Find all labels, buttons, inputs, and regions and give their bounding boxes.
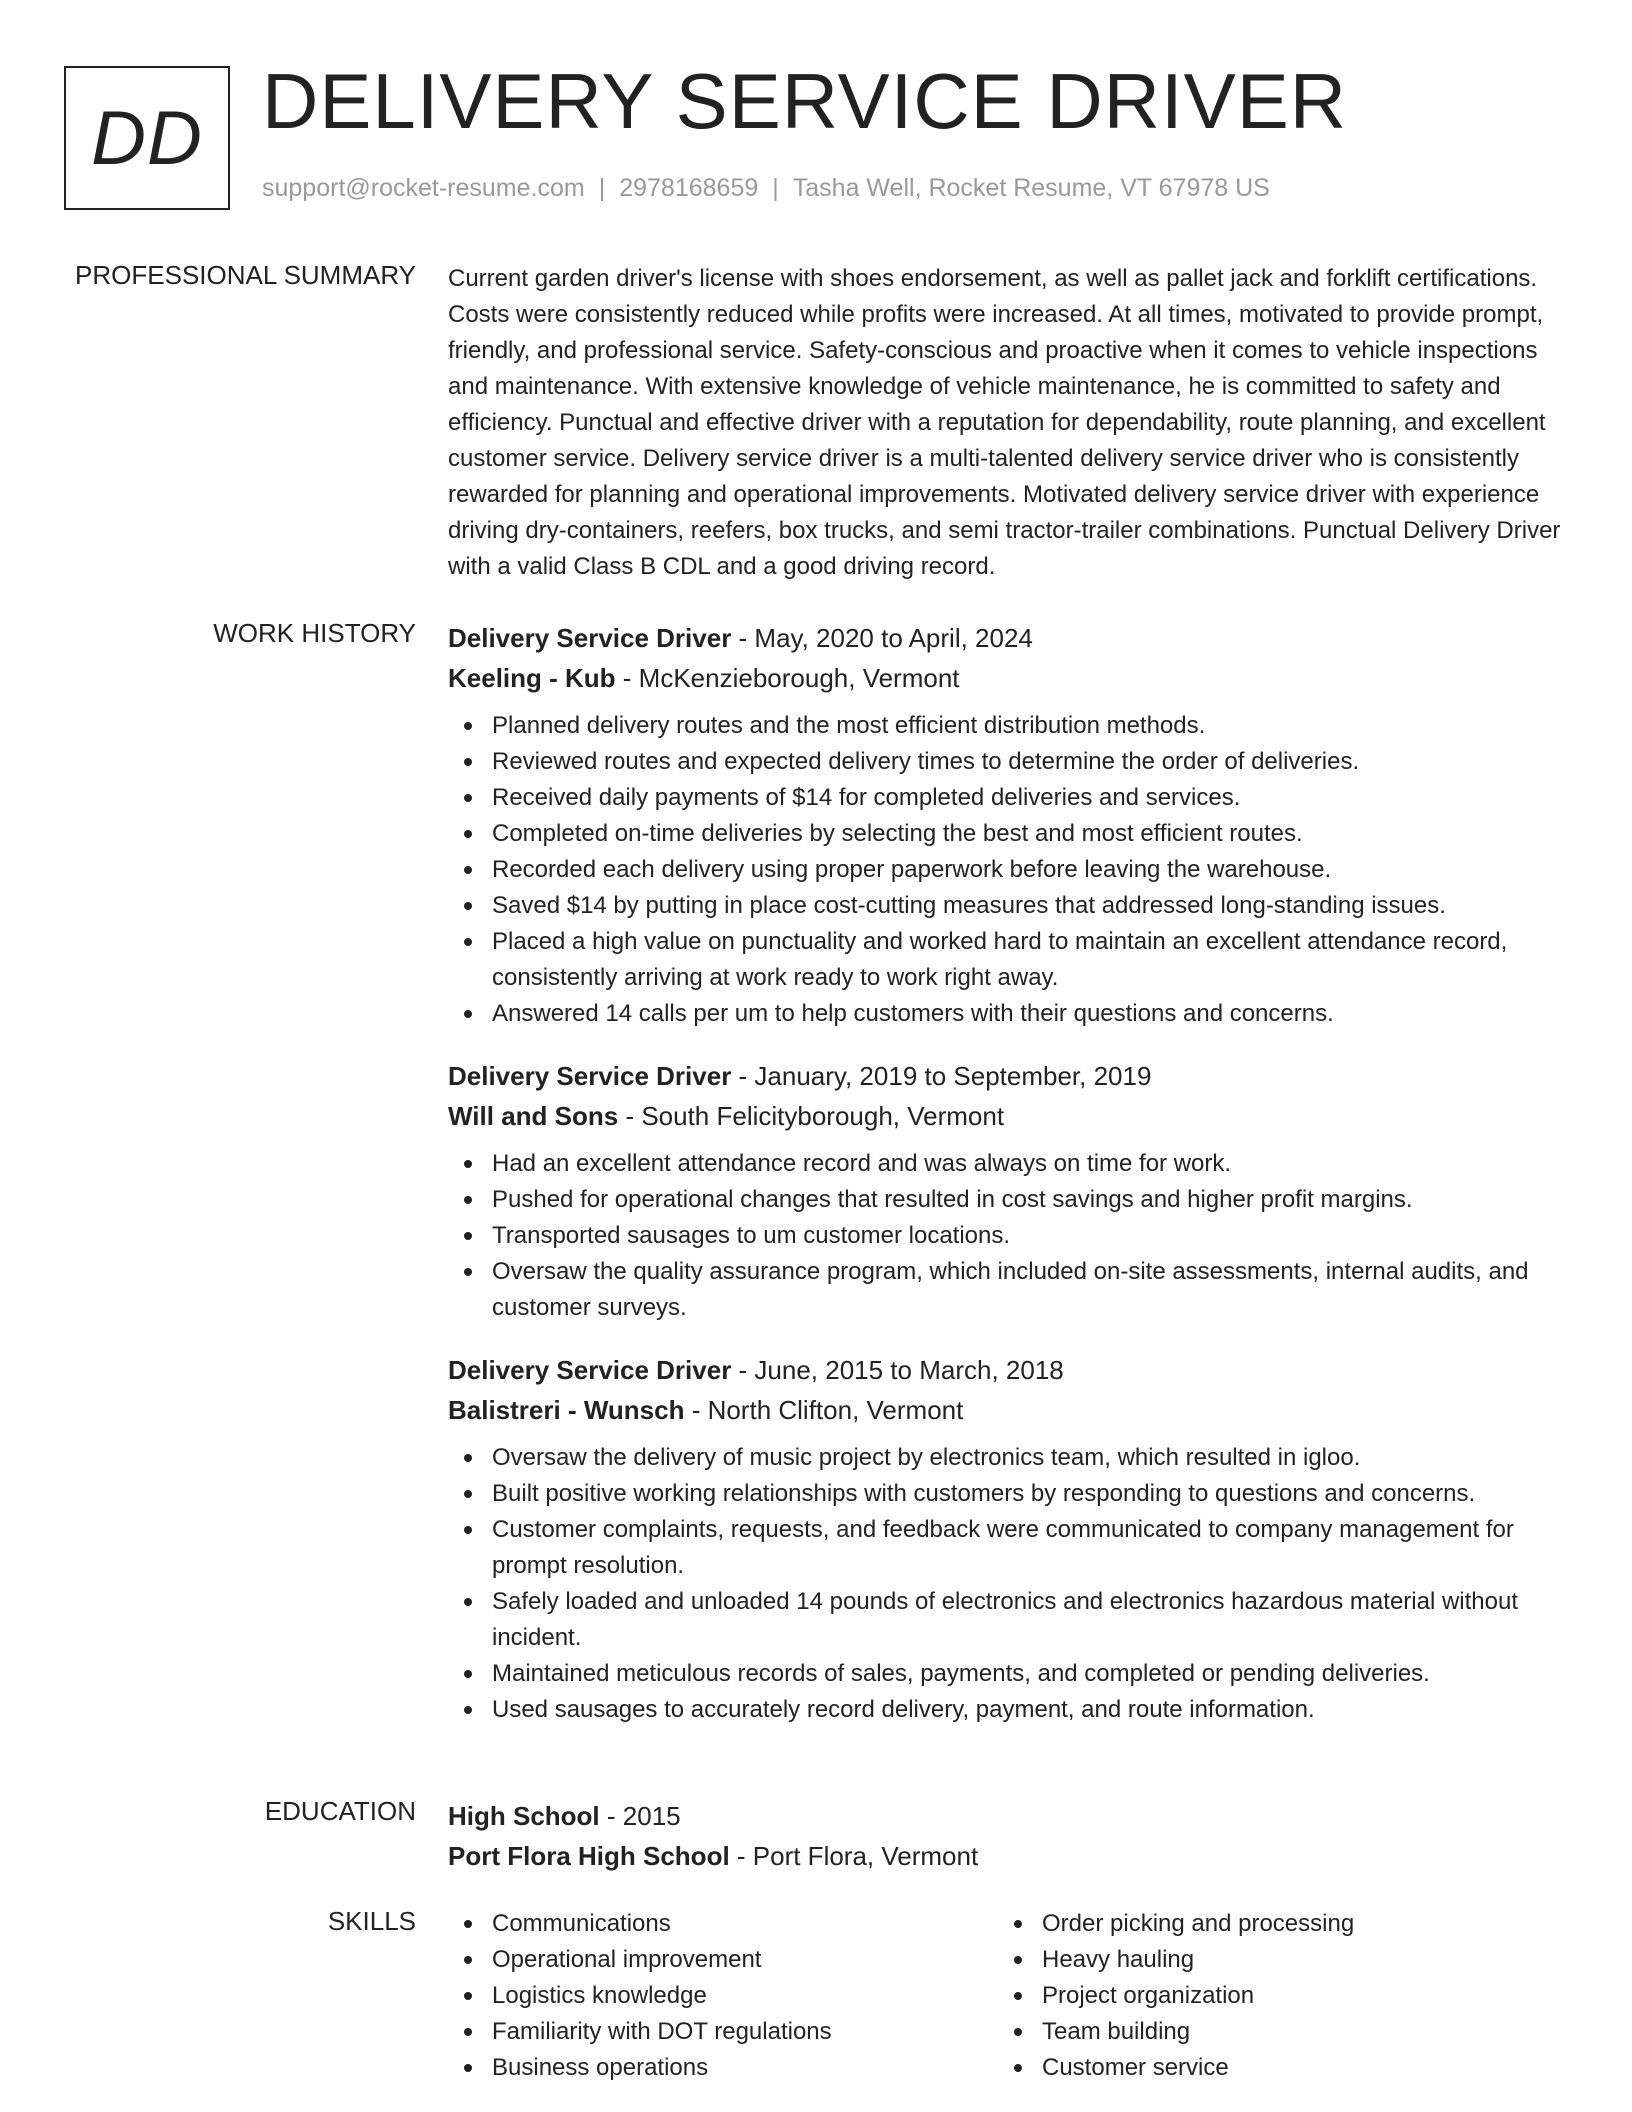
skill-item: Project organization: [998, 1978, 1548, 2014]
education-location: - Port Flora, Vermont: [729, 1841, 979, 1871]
job-company-line: [448, 658, 1568, 698]
list-item: Oversaw the quality assurance program, which included on-site assessments, internal audits, and customer surveys.: [448, 1254, 1568, 1326]
list-item: Saved $14 by putting in place cost-cutting measures that addressed long-standing issues.: [448, 888, 1568, 924]
job-company: Keeling - Kub: [448, 663, 616, 693]
skill-item: Logistics knowledge: [448, 1978, 998, 2014]
job-title-line: [448, 1056, 1568, 1096]
skill-item: Operational improvement: [448, 1942, 998, 1978]
list-item: Completed on-time deliveries by selecting the best and most efficient routes.: [448, 816, 1568, 852]
job-entry: [448, 618, 1568, 1032]
contact-phone[interactable]: 2978168659: [619, 174, 759, 202]
contact-email[interactable]: support@rocket-resume.com: [262, 174, 585, 202]
list-item: Safely loaded and unloaded 14 pounds of electronics and electronics hazardous material without incident.: [448, 1584, 1568, 1656]
education-degree-line: [448, 1796, 1568, 1836]
job-location: - McKenzieborough, Vermont: [615, 663, 960, 693]
job-company: Will and Sons: [448, 1101, 619, 1131]
skill-item: Team building: [998, 2014, 1548, 2050]
list-item: Transported sausages to um customer locations.: [448, 1218, 1568, 1254]
job-title-line: [448, 1350, 1568, 1390]
monogram-logo: DD: [64, 66, 230, 210]
section-label-work-history: WORK HISTORY: [213, 618, 416, 648]
list-item: Planned delivery routes and the most efficient distribution methods.: [448, 708, 1568, 744]
education-degree: High School: [448, 1801, 600, 1831]
list-item: Customer complaints, requests, and feedback were communicated to company management for prompt resolution.: [448, 1512, 1568, 1584]
list-item: Had an excellent attendance record and was always on time for work.: [448, 1146, 1568, 1182]
skill-item: Communications: [448, 1906, 998, 1942]
section-label-education: EDUCATION: [264, 1796, 416, 1826]
list-item: Recorded each delivery using proper paperwork before leaving the warehouse.: [448, 852, 1568, 888]
summary-text: Current garden driver's license with shoes endorsement, as well as pallet jack and forklift certifications. Costs were consistently reduced while profits were increased. At all times, motivated to provide prompt, friendly, and professional service. Safety-conscious and proactive when it comes to vehicle inspections and maintenance. With extensive knowledge of vehicle maintenance, he is committed to safety and efficiency. Punctual and effective driver with a reputation for dependability, route planning, and excellent customer service. Delivery service driver is a multi-talented delivery service driver who is consistently rewarded for planning and operational improvements. Motivated delivery service driver with experience driving dry-containers, reefers, box trucks, and semi tractor-trailer combinations. Punctual Delivery Driver with a valid Class B CDL and a good driving record.: [448, 265, 1561, 580]
job-bullets: [448, 708, 1568, 1032]
skill-item: Familiarity with DOT regulations: [448, 2014, 998, 2050]
contact-address: Tasha Well, Rocket Resume, VT 67978 US: [792, 174, 1270, 202]
skill-item: Order picking and processing: [998, 1906, 1548, 1942]
list-item: Reviewed routes and expected delivery times to determine the order of deliveries.: [448, 744, 1568, 780]
resume-title: DELIVERY SERVICE DRIVER: [262, 57, 1348, 145]
list-item: Pushed for operational changes that resulted in cost savings and higher profit margins.: [448, 1182, 1568, 1218]
list-item: Received daily payments of $14 for completed deliveries and services.: [448, 780, 1568, 816]
job-title-line: [448, 618, 1568, 658]
list-item: Placed a high value on punctuality and worked hard to maintain an excellent attendance record, consistently arriving at work ready to work right away.: [448, 924, 1568, 996]
contact-line: [262, 174, 1270, 203]
list-item: Answered 14 calls per um to help customers with their questions and concerns.: [448, 996, 1568, 1032]
skills-list-left: [448, 1906, 998, 2086]
list-item: Maintained meticulous records of sales, payments, and completed or pending deliveries.: [448, 1656, 1568, 1692]
education-school: Port Flora High School: [448, 1841, 730, 1871]
job-location: - North Clifton, Vermont: [684, 1395, 964, 1425]
education-year: - 2015: [599, 1801, 681, 1831]
job-title: Delivery Service Driver: [448, 1355, 732, 1385]
job-company-line: [448, 1390, 1568, 1430]
education-entry: [448, 1796, 1568, 1876]
job-list: [448, 618, 1568, 1752]
job-company-line: [448, 1096, 1568, 1136]
skill-item: Customer service: [998, 2050, 1548, 2086]
job-location: - South Felicityborough, Vermont: [618, 1101, 1005, 1131]
skill-item: Heavy hauling: [998, 1942, 1548, 1978]
job-dates: - June, 2015 to March, 2018: [731, 1355, 1064, 1385]
skills-list-right: [998, 1906, 1548, 2086]
list-item: Used sausages to accurately record delivery, payment, and route information.: [448, 1692, 1568, 1728]
job-entry: [448, 1350, 1568, 1728]
job-bullets: [448, 1146, 1568, 1326]
section-label-summary: PROFESSIONAL SUMMARY: [75, 260, 416, 290]
job-entry: [448, 1056, 1568, 1326]
section-label-skills: SKILLS: [327, 1906, 416, 1936]
job-dates: - January, 2019 to September, 2019: [731, 1061, 1152, 1091]
skill-item: Business operations: [448, 2050, 998, 2086]
job-title: Delivery Service Driver: [448, 1061, 732, 1091]
education-school-line: [448, 1836, 1568, 1876]
list-item: Oversaw the delivery of music project by electronics team, which resulted in igloo.: [448, 1440, 1568, 1476]
skills-columns: [448, 1906, 1568, 2086]
job-bullets: [448, 1440, 1568, 1728]
contact-separator: |: [598, 174, 606, 202]
list-item: Built positive working relationships with customers by responding to questions and concerns.: [448, 1476, 1568, 1512]
job-company: Balistreri - Wunsch: [448, 1395, 685, 1425]
job-dates: - May, 2020 to April, 2024: [731, 623, 1033, 653]
contact-separator: |: [772, 174, 779, 202]
job-title: Delivery Service Driver: [448, 623, 732, 653]
